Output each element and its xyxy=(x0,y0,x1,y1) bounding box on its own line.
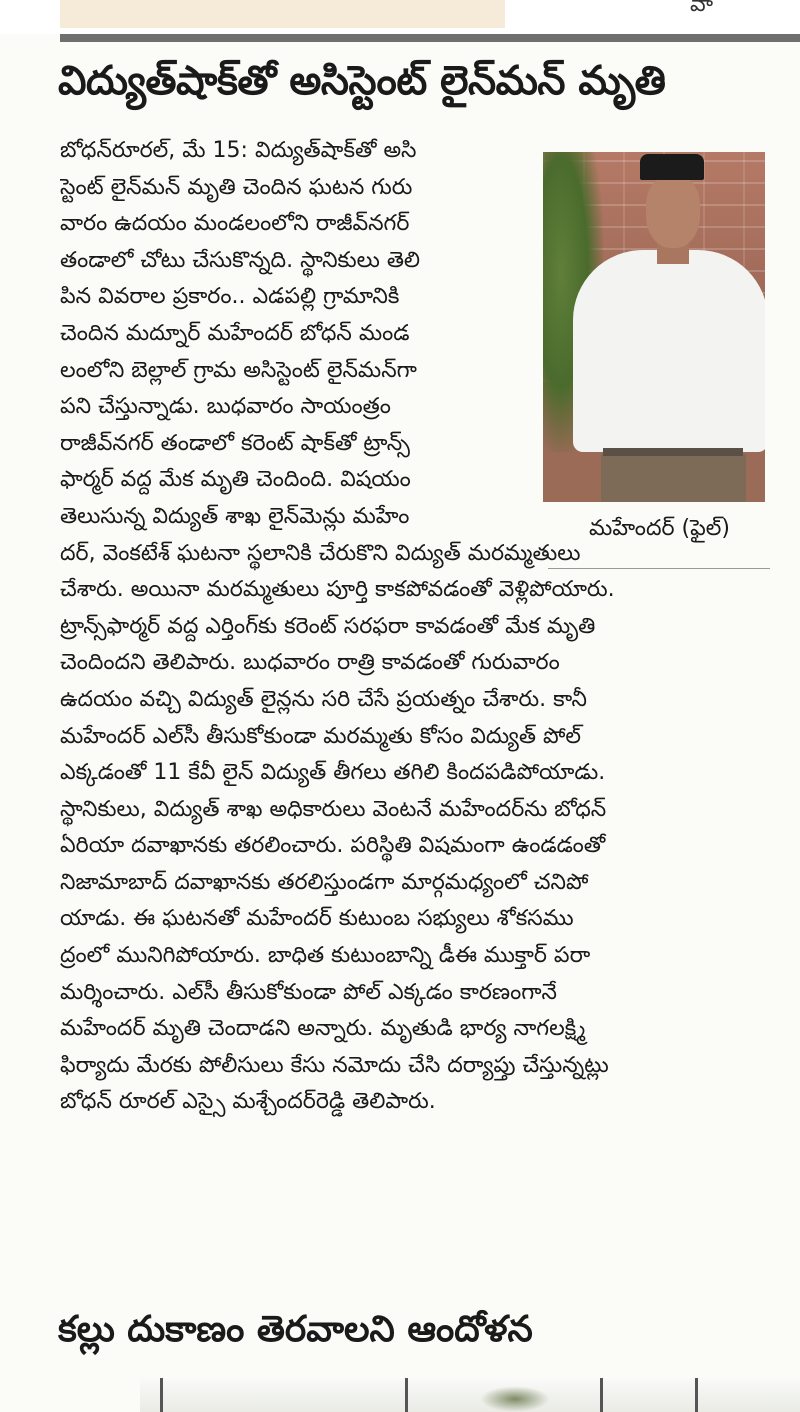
next-article-photo xyxy=(140,1378,800,1412)
article-line: దర్‌, వెంకటేశ్‌ ఘటనా స్థలానికి చేరుకొని విద్యుత్‌ మరమ్మతులు xyxy=(60,540,581,566)
previous-article-box xyxy=(60,0,505,28)
belt xyxy=(603,448,743,456)
pole xyxy=(600,1378,603,1412)
article-line: చెందిన మద్నూర్‌ మహేందర్‌ బోధన్‌ మండ xyxy=(60,320,410,346)
article-line: బోధన్‌ రూరల్‌ ఎస్సై మశ్చేందర్‌రెడ్డి తెలిపారు. xyxy=(60,1089,436,1115)
article-line: ఏరియా దవాఖానకు తరలించారు. పరిస్థితి విషమంగా ఉండడంతో xyxy=(60,833,606,859)
previous-article-text: వా xyxy=(690,0,714,17)
black-cap xyxy=(640,154,704,180)
article-line: చెందిందని తెలిపారు. బుధవారం రాత్రి కావడంతో గురువారం xyxy=(60,650,560,676)
article-line: పిన వివరాల ప్రకారం.. ఎడపల్లి గ్రామానికి xyxy=(60,284,400,310)
top-strip xyxy=(0,0,800,34)
article-line: బోధన్‌రూరల్‌, మే 15: విద్యుత్‌షాక్‌తో అసి xyxy=(60,138,417,163)
face xyxy=(646,176,700,248)
article-line: ఉదయం వచ్చి విద్యుత్‌ లైన్లను సరి చేసే ప్రయత్నం చేశారు. కానీ xyxy=(60,686,587,712)
article-line: తెలుసున్న విద్యుత్‌ శాఖ లైన్‌మెన్లు మహేం xyxy=(60,503,410,529)
article-line: లంలోని బెల్లాల్‌ గ్రామ అసిస్టెంట్‌ లైన్‌మన్‌గా xyxy=(60,357,417,383)
photo-caption: మహేందర్‌ (ఫైల్‌) xyxy=(589,516,730,541)
article-line: తండాలో చోటు చేసుకొన్నది. స్థానికులు తెలి xyxy=(60,247,421,273)
article-line: మర్శించారు. ఎల్‌సీ తీసుకోకుండా పోల్‌ ఎక్కడం కారణంగానే xyxy=(60,979,557,1005)
article-line: మహేందర్‌ ఎల్‌సీ తీసుకోకుండా మరమ్మతు కోసం విద్యుత్‌ పోల్‌ xyxy=(60,723,581,749)
linesman-photo xyxy=(543,152,765,502)
article-line: ఫార్మర్‌ వద్ద మేక మృతి చెందింది. విషయం xyxy=(60,467,411,493)
article-line: ద్రంలో మునిగిపోయారు. బాధిత కుటుంబాన్ని డీఈ ముక్తార్‌ పరా xyxy=(60,943,591,969)
article-line: మహేందర్‌ మృతి చెందాడని అన్నారు. మృతుడి భార్య నాగలక్ష్మి xyxy=(60,1016,586,1042)
article-line: ట్రాన్స్‌ఫార్మర్‌ వద్ద ఎర్తింగ్‌కు కరెంట్‌ సరఫరా కావడంతో మేక మృతి xyxy=(60,613,596,639)
next-article-headline: కల్లు దుకాణం తెరవాలని ఆందోళన xyxy=(58,1309,533,1350)
tree xyxy=(480,1386,550,1412)
pole xyxy=(160,1378,163,1412)
section-divider xyxy=(60,34,800,42)
article-line: పని చేస్తున్నాడు. బుధవారం సాయంత్రం xyxy=(60,394,391,420)
article-line: స్థానికులు, విద్యుత్‌ శాఖ అధికారులు వెంటనే మహేందర్‌ను బోధన్‌ xyxy=(60,796,607,822)
article-line: వారం ఉదయం మండలంలోని రాజీవ్‌నగర్‌ xyxy=(60,211,410,237)
trousers xyxy=(601,454,746,502)
white-shirt xyxy=(573,250,765,452)
caption-divider xyxy=(548,568,770,569)
article-line: రాజీవ్‌నగర్‌ తండాలో కరెంట్‌ షాక్‌తో ట్రాన్స్‌ xyxy=(60,430,410,456)
article-line: నిజామాబాద్‌ దవాఖానకు తరలిస్తుండగా మార్గమధ్యంలో చనిపో xyxy=(60,869,589,895)
pole xyxy=(405,1378,408,1412)
article-line: యాడు. ఈ ఘటనతో మహేందర్‌ కుటుంబ సభ్యులు శోకసము xyxy=(60,906,574,932)
pole xyxy=(695,1378,698,1412)
article-line: ఫిర్యాదు మేరకు పోలీసులు కేసు నమోదు చేసి దర్యాప్తు చేస్తున్నట్లు xyxy=(60,1052,609,1078)
article-headline: విద్యుత్‌షాక్‌తో అసిస్టెంట్‌ లైన్‌మన్‌ మృతి xyxy=(58,58,666,104)
article-line: చేశారు. అయినా మరమ్మతులు పూర్తి కాకపోవడంతో వెళ్లిపోయారు. xyxy=(60,577,615,603)
article-line: ఎక్కడంతో 11 కేవీ లైన్‌ విద్యుత్‌ తీగలు తగిలి కిందపడిపోయాడు. xyxy=(60,760,606,786)
article-line: స్టెంట్‌ లైన్‌మన్‌ మృతి చెందిన ఘటన గురు xyxy=(60,174,413,200)
